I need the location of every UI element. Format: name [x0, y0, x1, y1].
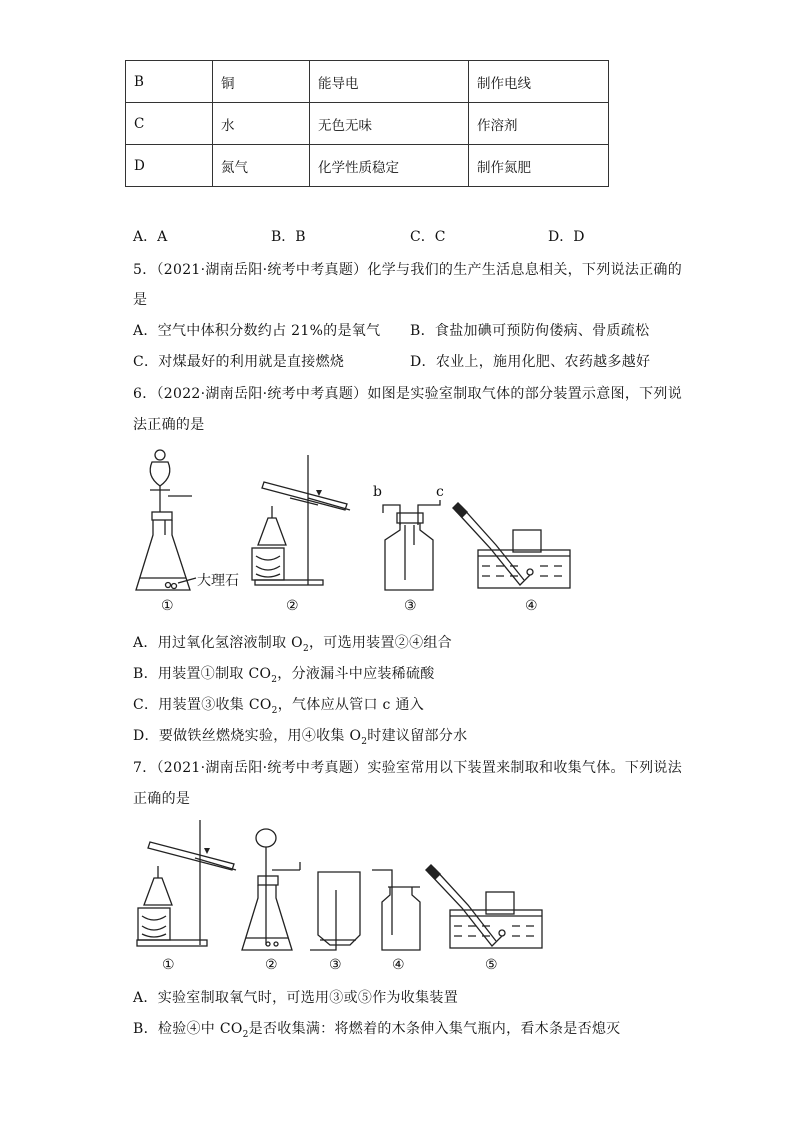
marble-label: 大理石 — [197, 573, 239, 589]
q5-option-d: D．农业上，施用化肥、农药越多越好 — [410, 354, 651, 370]
table-cell: 水 — [213, 103, 310, 145]
table-cell: D — [126, 145, 213, 187]
figure-number: ② — [265, 957, 278, 973]
subscript: 2 — [242, 1029, 249, 1040]
q5-option-a: A．空气中体积分数约占 21%的是氧气 — [133, 323, 381, 339]
q5-option-c: C．对煤最好的利用就是直接燃烧 — [133, 354, 345, 370]
table-cell: 铜 — [213, 61, 310, 103]
figure-number: ① — [161, 598, 174, 614]
text: ，分液漏斗中应装稀硫酸 — [277, 666, 435, 682]
table-cell: 化学性质稳定 — [310, 145, 469, 187]
gas-bottle-icon — [372, 870, 420, 950]
answer-option-c: C．C — [410, 229, 446, 245]
conical-flask-icon — [242, 829, 300, 950]
gas-bottle-icon — [310, 872, 360, 950]
answer-option-a: A．A — [133, 229, 168, 245]
figure-number: ③ — [329, 957, 342, 973]
table-cell: 作溶剂 — [469, 103, 609, 145]
text: C．用装置③收集 CO — [133, 697, 272, 713]
table-cell: 无色无味 — [310, 103, 469, 145]
answer-option-d: D．D — [548, 229, 585, 245]
text: A．用过氧化氢溶液制取 O — [133, 635, 303, 651]
q6-stem: 6．（2022·湖南岳阳·统考中考真题）如图是实验室制取气体的部分装置示意图，下列说 — [133, 386, 683, 402]
port-b-label: b — [373, 484, 382, 500]
q6-stem-cont: 法正确的是 — [133, 417, 205, 433]
text: 是否收集满：将燃着的木条伸入集气瓶内，看木条是否熄灭 — [248, 1021, 621, 1037]
figure-number: ⑤ — [485, 957, 498, 973]
q7-stem-cont: 正确的是 — [133, 791, 191, 807]
q5-stem-cont: 是 — [133, 292, 148, 308]
table-cell: 能导电 — [310, 61, 469, 103]
subscript: 2 — [302, 643, 309, 654]
text: B．用装置①制取 CO — [133, 666, 272, 682]
text: ，气体应从管口 c 通入 — [277, 697, 425, 713]
figure-number: ① — [162, 957, 175, 973]
q5-stem: 5．（2021·湖南岳阳·统考中考真题）化学与我们的生产生活息息相关，下列说法正确的 — [133, 262, 683, 278]
text: 时建议留部分水 — [367, 728, 468, 744]
table-cell: 氮气 — [213, 145, 310, 187]
subscript: 2 — [271, 674, 278, 685]
text: ，可选用装置②④组合 — [308, 635, 452, 651]
table-cell: C — [126, 103, 213, 145]
subscript: 2 — [271, 705, 278, 716]
figure-number: ④ — [392, 957, 405, 973]
figure-number: ④ — [525, 598, 538, 614]
q5-option-b: B．食盐加碘可预防佝偻病、骨质疏松 — [410, 323, 650, 339]
figure-number: ③ — [404, 598, 417, 614]
q7-option-b — [133, 1018, 620, 1040]
subscript: 2 — [361, 736, 368, 747]
table-cell: 制作电线 — [469, 61, 609, 103]
table-cell: 制作氮肥 — [469, 145, 609, 187]
q7-stem: 7．（2021·湖南岳阳·统考中考真题）实验室常用以下装置来制取和收集气体。下列说法 — [133, 760, 683, 776]
q7-option-a: A．实验室制取氧气时，可选用③或⑤作为收集装置 — [133, 990, 459, 1006]
text: B．检验④中 CO — [133, 1021, 243, 1037]
figure-number: ② — [286, 598, 299, 614]
heating-apparatus-icon — [137, 820, 236, 946]
answer-option-b: B．B — [271, 229, 306, 245]
port-c-label: c — [436, 484, 444, 500]
text: D．要做铁丝燃烧实验，用④收集 O — [133, 728, 362, 744]
water-trough-icon — [425, 864, 542, 948]
table-cell: B — [126, 61, 213, 103]
